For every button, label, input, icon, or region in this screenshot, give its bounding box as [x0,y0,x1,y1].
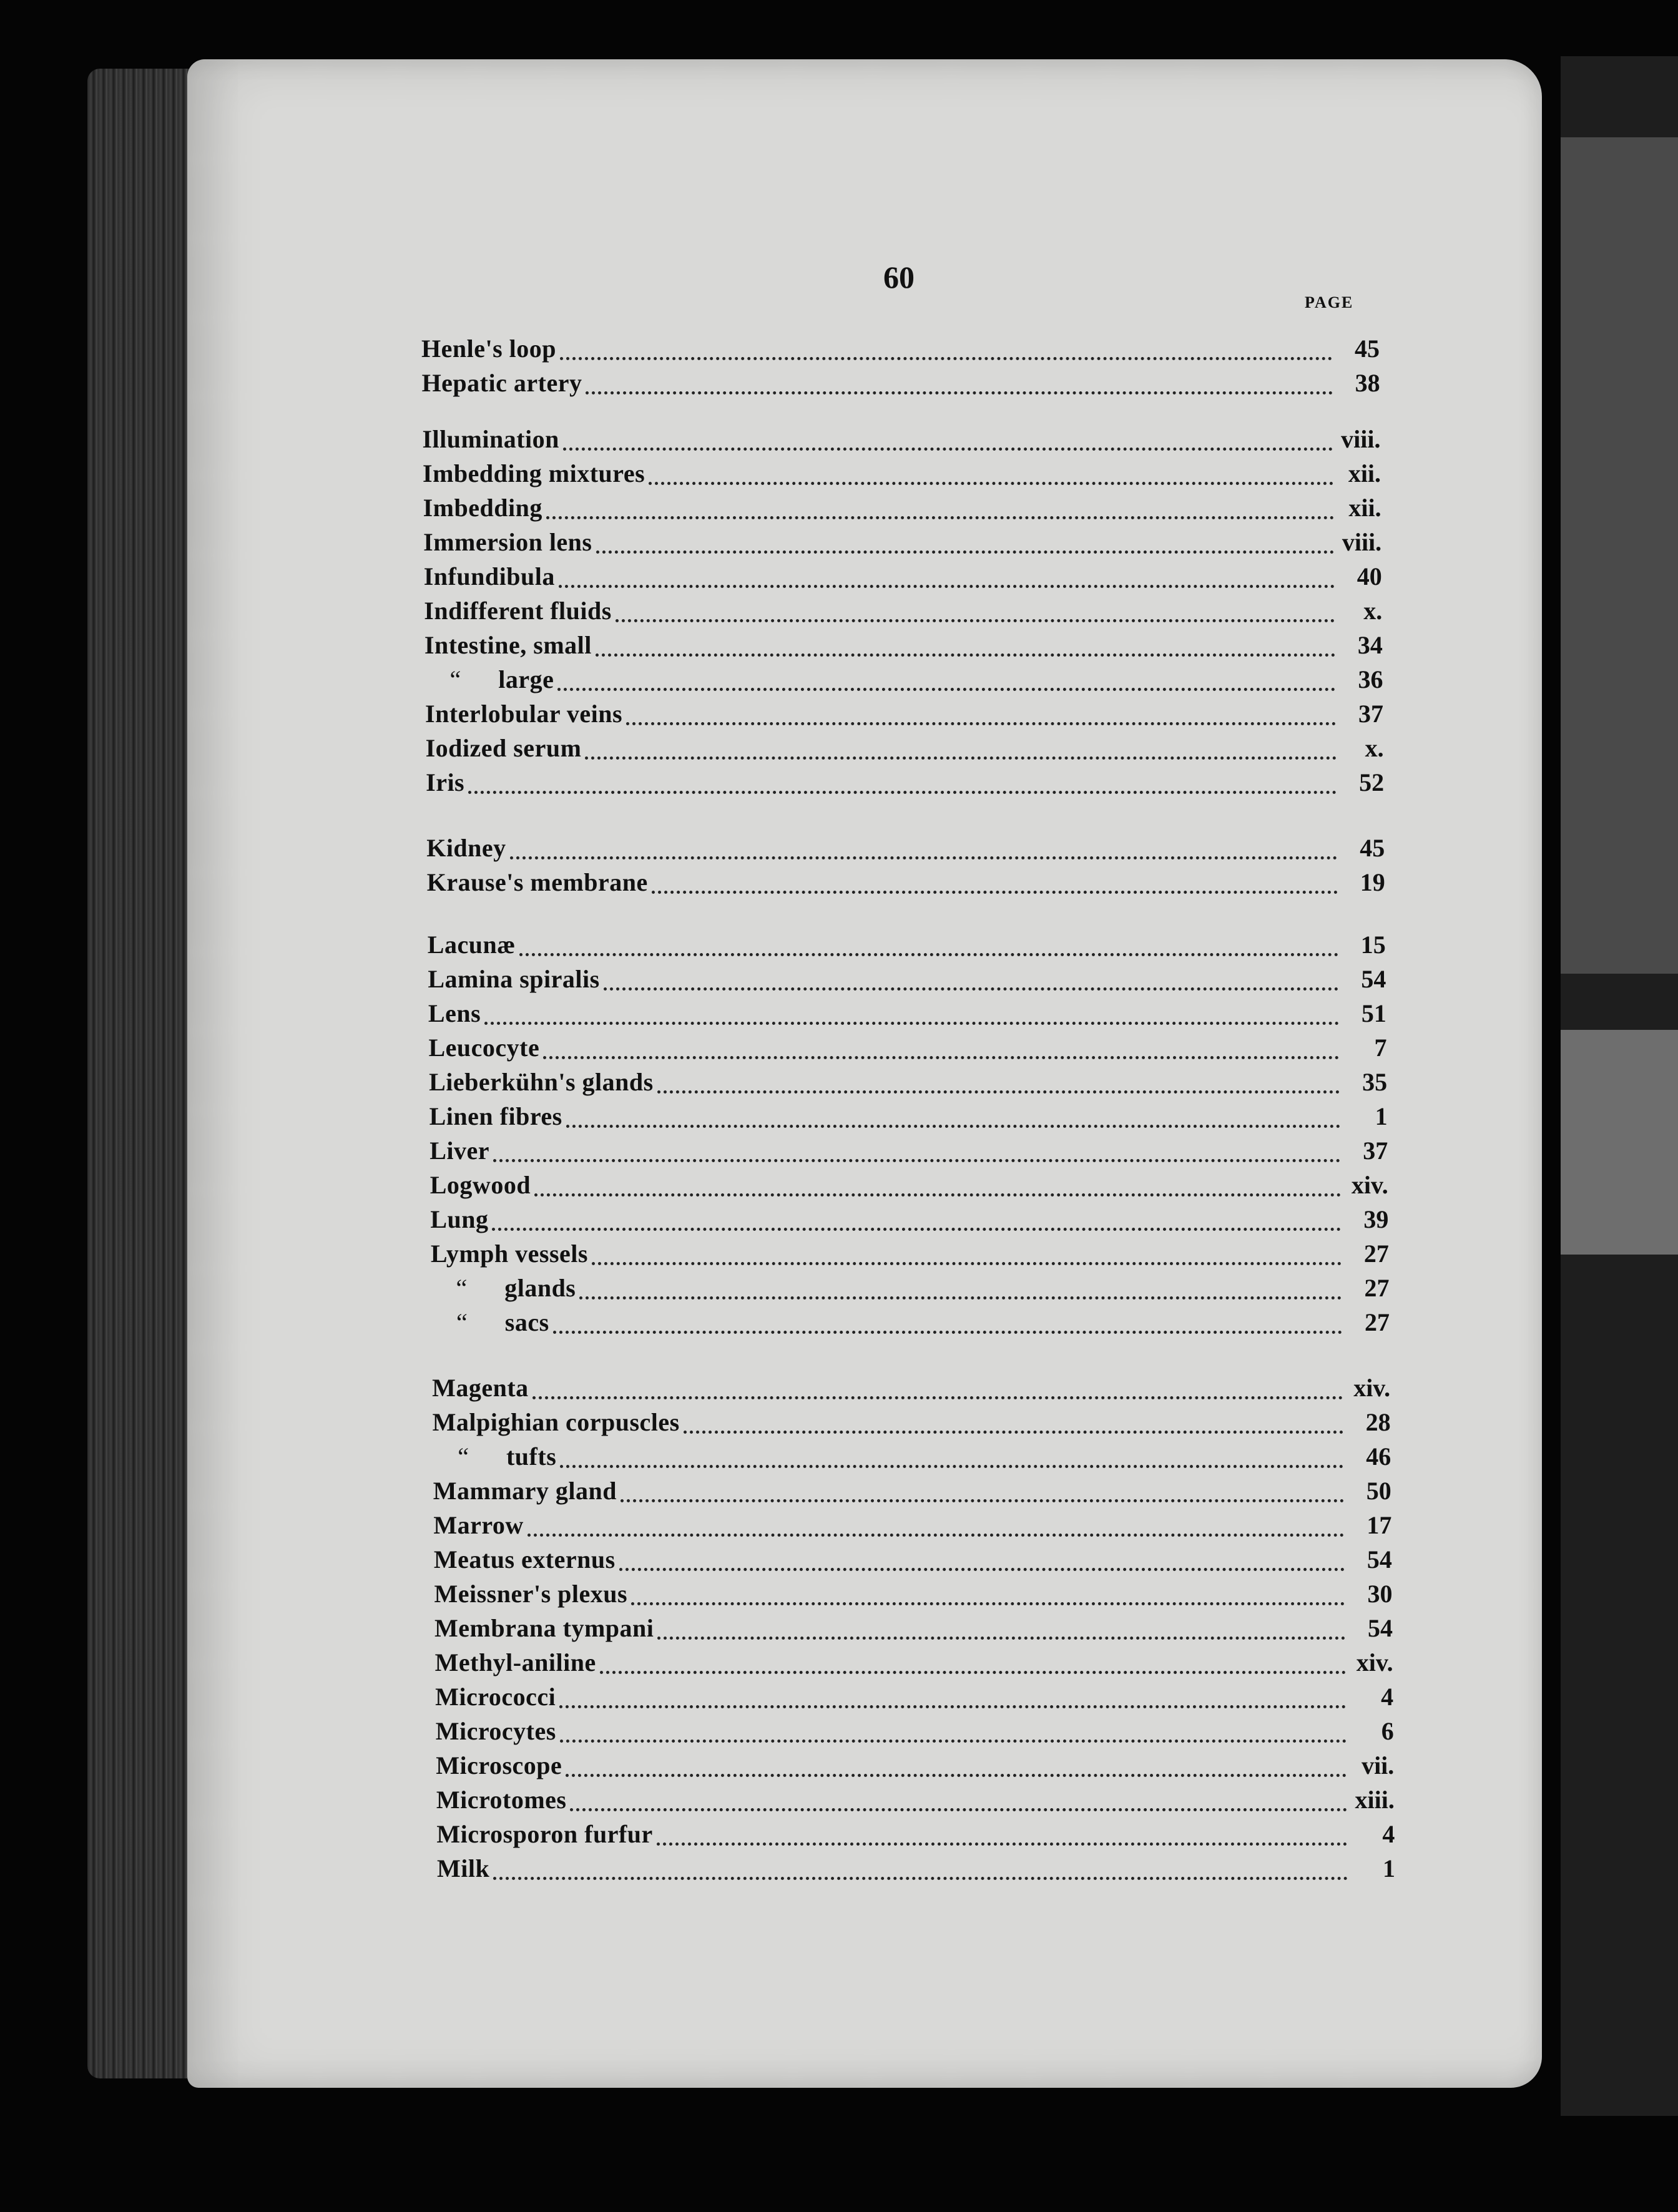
page-reference: 38 [1355,369,1380,397]
page-column-header: PAGE [1305,293,1354,311]
dot-leader [560,357,1332,360]
index-entry [436,1751,1394,1784]
dot-leader [649,482,1333,485]
dot-leader [570,1808,1347,1811]
index-term: Microscope [436,1751,562,1779]
index-term: Malpighian corpuscles [432,1408,680,1436]
index-term: Infundibula [423,562,555,590]
index-term: Imbedding [423,494,542,522]
index-entry [429,1136,1388,1170]
index-term: Interlobular veins [425,700,623,728]
index-term: sacs [504,1308,549,1336]
page-number: 60 [883,260,915,295]
dot-leader [596,653,1335,657]
dot-leader [684,1431,1343,1434]
dot-leader [510,856,1338,859]
index-entry [435,1682,1393,1716]
dot-leader [519,953,1338,956]
index-entry [431,1273,1389,1307]
index-term: Micrococci [435,1683,556,1711]
page-reference: xiv. [1351,1171,1388,1199]
index-term: Magenta [432,1374,529,1402]
dot-leader [532,1396,1343,1399]
page-reference: 7 [1374,1034,1387,1062]
page-reference: xiv. [1356,1648,1393,1676]
page-reference: 15 [1360,931,1386,959]
dot-leader [604,987,1339,991]
index-entry [423,493,1381,527]
index-term: Imbedding mixtures [423,459,645,487]
page-reference: 52 [1359,768,1385,796]
index-term: Membrana tympani [434,1614,654,1642]
dot-leader [600,1671,1346,1674]
index-entry [437,1854,1395,1887]
index-entry [432,1373,1390,1407]
dot-leader [560,1740,1347,1743]
index-entry [431,1239,1389,1273]
index-entry [424,665,1383,698]
page-reference: x. [1365,734,1384,762]
dot-leader [592,1262,1342,1265]
page-reference: 19 [1360,868,1385,896]
dot-leader [585,756,1336,760]
index-entry [430,1205,1388,1238]
dot-leader [652,891,1338,894]
page-reference: 28 [1365,1408,1391,1436]
index-term: Microtomes [436,1786,567,1814]
index-entry [424,596,1382,630]
dot-leader [559,585,1335,588]
index-entry [434,1545,1392,1578]
page-reference: xii. [1348,459,1381,487]
index-entry [423,459,1381,492]
dot-leader [657,1637,1345,1640]
index-term: Mammary gland [433,1477,617,1505]
index-term: Henle's loop [421,335,557,363]
index-entry [436,1785,1395,1819]
page-reference: 27 [1363,1240,1389,1268]
page-reference: 37 [1358,700,1383,728]
dot-leader [566,1125,1340,1128]
ditto-mark: “ [449,665,461,693]
page-reference: 4 [1381,1683,1394,1711]
index-term: Immersion lens [423,528,592,556]
index-entry [433,1407,1391,1441]
page-reference: 35 [1362,1068,1388,1096]
dot-leader [553,1331,1342,1334]
index-term: Indifferent fluids [424,597,612,625]
index-entry [434,1613,1393,1647]
index-entry [424,630,1383,664]
page-reference: 40 [1357,562,1382,590]
index-term: Iris [426,768,465,796]
page-reference: 34 [1357,631,1383,659]
index-term: Kidney [426,834,506,862]
page-reference: 54 [1368,1614,1393,1642]
dot-leader [557,688,1335,691]
page-reference: 37 [1363,1137,1388,1165]
page-reference: 54 [1366,1545,1392,1573]
index-entry [428,964,1386,998]
index-entry [426,833,1385,867]
dot-leader [563,448,1333,451]
page-reference: 1 [1383,1854,1395,1882]
index-term: Lieberkühn's glands [429,1068,654,1096]
dot-leader [527,1534,1345,1537]
index-entry [436,1819,1395,1853]
index-term: Linen fibres [429,1102,562,1130]
page-reference: xii. [1348,494,1381,522]
page-reference: 27 [1365,1308,1390,1336]
index-term: Lacunæ [427,931,516,959]
index-entry [435,1648,1393,1681]
dot-leader [484,1022,1339,1025]
index-term: glands [504,1274,576,1302]
index-entry [428,930,1386,964]
ditto-mark: “ [456,1308,468,1336]
dot-leader [492,1228,1341,1231]
index-entry [436,1716,1394,1750]
index-entry [428,1033,1386,1067]
page-reference: 54 [1361,965,1386,993]
dot-leader [586,391,1332,394]
dot-leader [559,1705,1346,1708]
index-term: Marrow [433,1511,524,1539]
index-entry [428,999,1386,1032]
index-term: tufts [506,1442,557,1471]
dot-leader [546,516,1334,519]
page-reference: 6 [1381,1717,1394,1745]
index-entry [422,368,1380,402]
index-term: Microsporon furfur [436,1820,653,1848]
index-entry [433,1476,1391,1510]
page-reference: 1 [1375,1102,1388,1130]
index-entry [429,1102,1388,1135]
index-entry [429,1067,1387,1101]
page-reference: vii. [1362,1751,1395,1779]
dot-leader [493,1159,1340,1162]
page-reference: viii. [1342,528,1382,556]
dot-leader [560,1465,1343,1468]
page-reference: 46 [1366,1442,1391,1471]
dot-leader [657,1843,1348,1846]
dot-leader [543,1056,1339,1059]
index-term: Intestine, small [424,631,592,659]
ditto-mark: “ [456,1274,468,1302]
dot-leader [616,619,1335,622]
dot-leader [579,1296,1342,1299]
page-reference: 30 [1367,1580,1393,1608]
index-entry [423,527,1381,561]
page-reference: xiv. [1353,1374,1391,1402]
index-term: Hepatic artery [421,369,582,397]
dot-leader [534,1193,1341,1197]
index-entry [421,334,1380,368]
page-reference: 45 [1360,834,1385,862]
index-term: Iodized serum [425,734,582,762]
dot-leader [619,1568,1345,1571]
dot-leader [468,791,1337,794]
page-reference: 17 [1366,1511,1392,1539]
dot-leader [631,1602,1345,1605]
page-reference: 27 [1364,1274,1390,1302]
page-reference: viii. [1341,425,1381,453]
dot-leader [626,722,1336,725]
page-reference: 4 [1382,1820,1395,1848]
index-entry [430,1170,1388,1204]
page-reference: x. [1363,597,1383,625]
ditto-mark: “ [458,1442,469,1471]
index-term: Illumination [422,425,559,453]
page-reference: xiii. [1355,1786,1395,1814]
page-reference: 50 [1366,1477,1391,1505]
index-entry [433,1510,1391,1544]
index-term: Milk [437,1854,490,1882]
dot-leader [566,1774,1347,1777]
index-entry [426,768,1384,801]
index-entry [431,1308,1390,1341]
index-term: Meatus externus [433,1545,616,1573]
page-reference: 39 [1363,1205,1389,1233]
page-reference: 36 [1358,665,1383,693]
index-term: Meissner's plexus [434,1580,628,1608]
dot-leader [621,1499,1344,1502]
index-term: Lymph vessels [430,1240,588,1268]
index-term: Microcytes [435,1717,556,1745]
index-term: Liver [429,1137,489,1165]
index-entry [426,733,1384,767]
dot-leader [657,1090,1340,1094]
index-entry [433,1442,1391,1475]
index-term: Lens [428,999,481,1027]
index-term: Methyl-aniline [434,1648,596,1676]
index-entry [422,424,1380,458]
index-entry [425,699,1383,733]
index-term: Krause's membrane [426,868,648,896]
dot-leader [493,1877,1348,1880]
index-entry [427,868,1385,901]
dot-leader [596,551,1335,554]
index-term: Lung [430,1205,489,1233]
index-entry [434,1579,1392,1613]
index-term: Lamina spiralis [428,965,600,993]
page-reference: 45 [1355,335,1380,363]
index-term: Leucocyte [428,1034,540,1062]
index-term: Logwood [429,1171,531,1199]
index-term: large [498,665,554,693]
page-reference: 51 [1361,999,1386,1027]
index-entry [424,562,1382,595]
